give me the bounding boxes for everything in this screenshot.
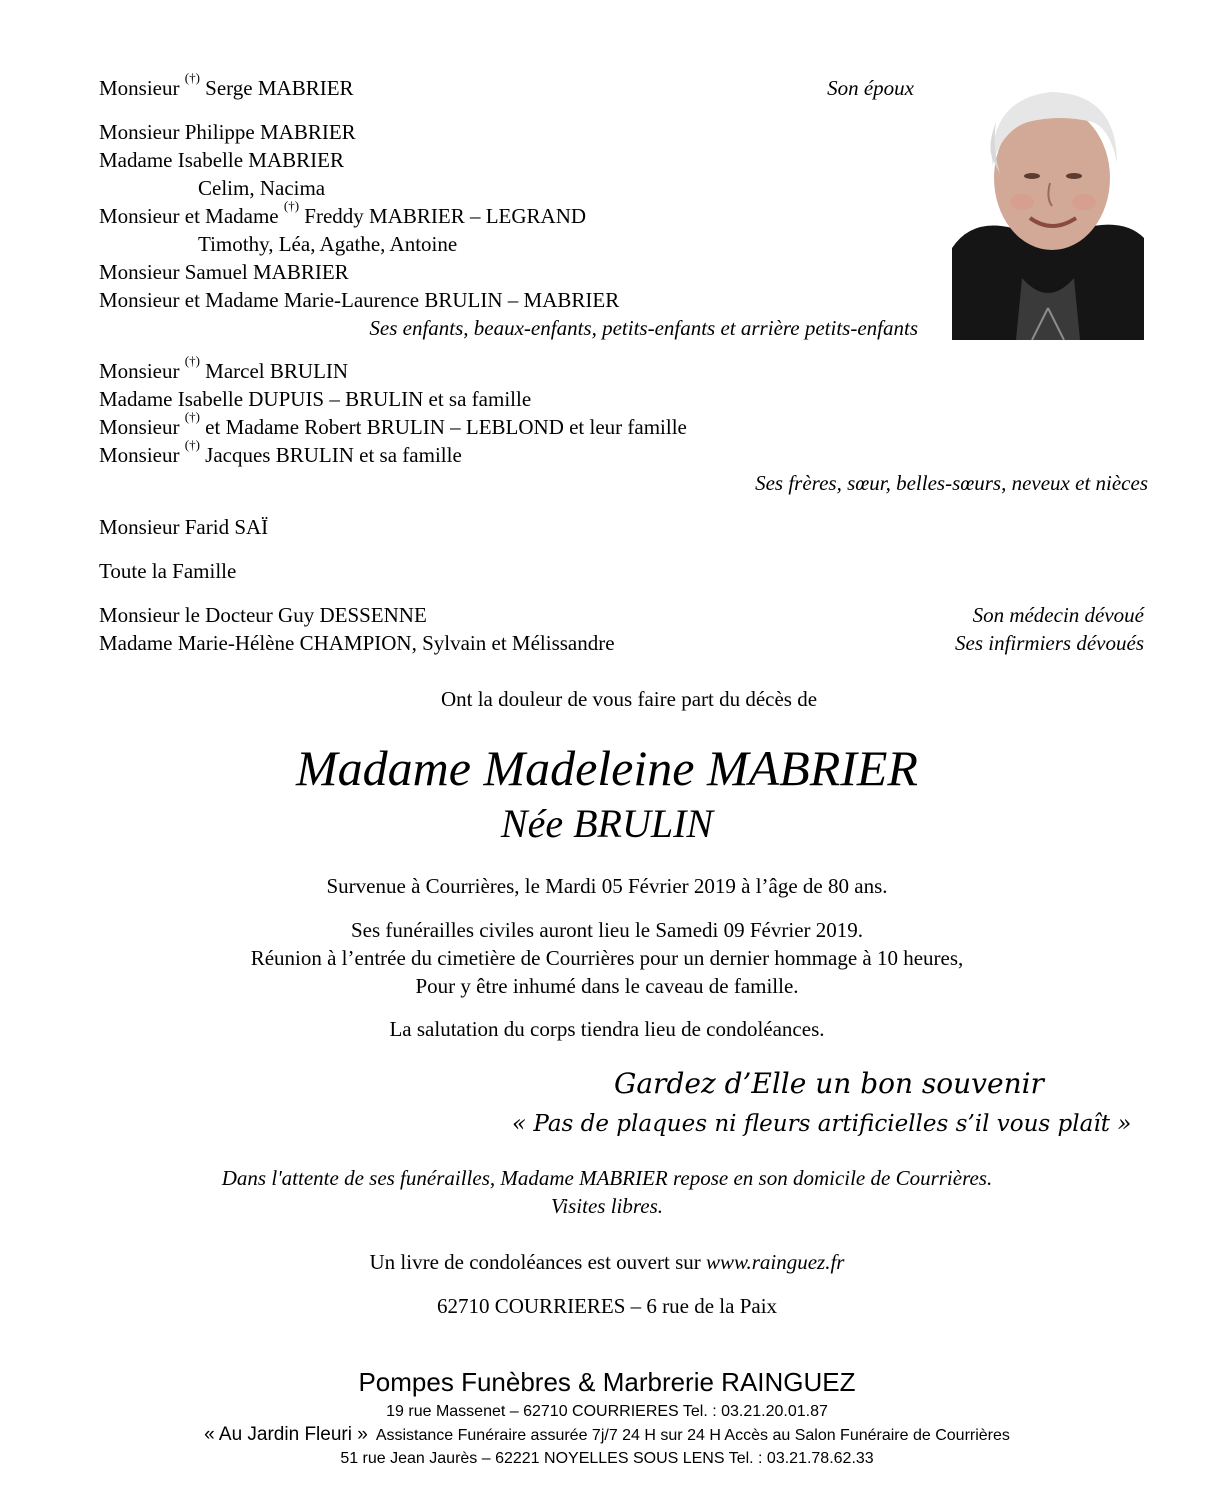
- rest-line: Dans l'attente de ses funérailles, Madame MABRIER repose en son domicile de Courrières.: [221, 1166, 993, 1190]
- children-role: Ses enfants, beaux-enfants, petits-enfants et arrière petits-enfants: [369, 316, 918, 340]
- doctor-line: Monsieur le Docteur Guy DESSENNE: [99, 603, 427, 627]
- friend-line: Monsieur Farid SAÏ: [99, 515, 269, 539]
- condolences-line: La salutation du corps tiendra lieu de condoléances.: [389, 1017, 825, 1041]
- grandchildren-line: Celim, Nacima: [198, 176, 326, 200]
- sibling-line: Monsieur (†) Jacques BRULIN et sa famille: [99, 437, 462, 467]
- address-line: 62710 COURRIERES – 6 rue de la Paix: [436, 1294, 778, 1318]
- visits-line: Visites libres.: [551, 1194, 663, 1218]
- funeral-line: Pour y être inhumé dans le caveau de famille.: [415, 974, 799, 998]
- jardin-info: Assistance Funéraire assurée 7j/7 24 H sur 24 H Accès au Salon Funéraire de Courrières: [375, 1427, 1010, 1444]
- nurses-line: Madame Marie-Hélène CHAMPION, Sylvain et Mélissandre: [99, 631, 615, 655]
- funeral-line: Réunion à l’entrée du cimetière de Courrières pour un dernier hommage à 10 heures,: [250, 946, 964, 970]
- announcement-intro: Ont la douleur de vous faire part du décès de: [440, 687, 818, 711]
- child-line: Madame Isabelle MABRIER: [99, 148, 344, 172]
- spouse-role: Son époux: [827, 76, 914, 100]
- spouse-line: Monsieur (†) Serge MABRIER: [99, 70, 354, 100]
- jardin-address: 51 rue Jean Jaurès – 62221 NOYELLES SOUS LENS Tel. : 03.21.78.62.33: [340, 1450, 874, 1467]
- sibling-line: Monsieur (†) Marcel BRULIN: [99, 353, 349, 383]
- grandchildren-line: Timothy, Léa, Agathe, Antoine: [198, 232, 458, 256]
- condolence-book-link[interactable]: www.rainguez.fr: [706, 1250, 845, 1274]
- deceased-photo: [952, 78, 1144, 340]
- child-line: Monsieur Philippe MABRIER: [99, 120, 356, 144]
- deceased-name: Madame Madeleine MABRIER: [296, 740, 918, 796]
- funeral-line: Ses funérailles civiles auront lieu le Samedi 09 Février 2019.: [350, 918, 864, 942]
- child-line: Monsieur et Madame Marie-Laurence BRULIN – MABRIER: [99, 288, 620, 312]
- no-flowers-line: « Pas de plaques ni fleurs artificielles s’il vous plaît »: [512, 1111, 1132, 1137]
- nurses-role: Ses infirmiers dévoués: [955, 631, 1144, 655]
- maiden-name: Née BRULIN: [500, 801, 714, 846]
- siblings-role: Ses frères, sœur, belles-sœurs, neveux et nièces: [755, 471, 1148, 495]
- company-address: 19 rue Massenet – 62710 COURRIERES Tel. : 03.21.20.01.87: [386, 1403, 828, 1420]
- company-name: Pompes Funèbres & Marbrerie RAINGUEZ: [358, 1367, 856, 1397]
- sibling-line: Madame Isabelle DUPUIS – BRULIN et sa famille: [99, 387, 532, 411]
- jardin-name: « Au Jardin Fleuri »: [204, 1424, 368, 1445]
- souvenir-line: Gardez d’Elle un bon souvenir: [614, 1067, 1044, 1100]
- sibling-line: Monsieur (†) et Madame Robert BRULIN – LEBLOND et leur famille: [99, 409, 687, 439]
- child-line: Monsieur Samuel MABRIER: [99, 260, 349, 284]
- doctor-role: Son médecin dévoué: [972, 603, 1144, 627]
- death-line: Survenue à Courrières, le Mardi 05 Février 2019 à l’âge de 80 ans.: [326, 874, 888, 898]
- condolence-book-line: Un livre de condoléances est ouvert sur www.rainguez.fr: [369, 1250, 845, 1274]
- child-line: Monsieur et Madame (†) Freddy MABRIER – LEGRAND: [99, 198, 587, 228]
- family-line: Toute la Famille: [99, 559, 237, 583]
- jardin-line: [0, 1423, 1214, 1448]
